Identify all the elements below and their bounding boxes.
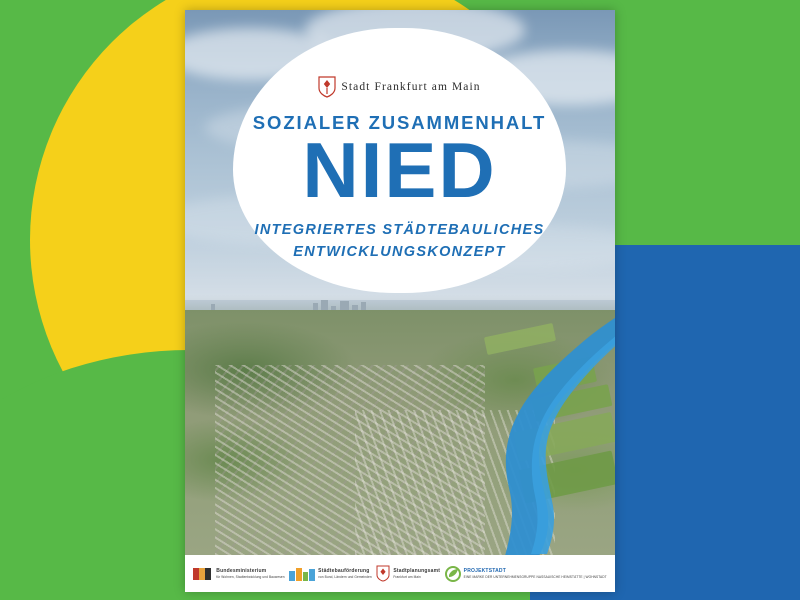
frankfurt-crest-small-icon	[376, 565, 390, 582]
logo-stadt-frankfurt-title: Stadtplanungsamt	[393, 568, 441, 575]
logo-bmwsb-sub: für Wohnen, Stadtentwicklung und Bauwesen	[216, 574, 285, 579]
logo-projektstadt-text	[464, 568, 607, 578]
logo-bmwsb	[193, 566, 284, 582]
cover-subtitle-line1: INTEGRIERTES STÄDTEBAULICHES	[254, 221, 545, 238]
partner-logo-strip	[185, 555, 615, 592]
city-houses-icon	[289, 565, 315, 582]
document-cover-page	[185, 10, 615, 592]
frankfurt-coat-of-arms-icon	[318, 76, 336, 98]
logo-staedtebaufoerderung-sub: von Bund, Ländern und Gemeinden	[318, 574, 372, 579]
title-panel	[233, 28, 566, 293]
river-main	[435, 306, 615, 555]
cover-subtitle	[233, 220, 566, 264]
cover-subtitle-line2: ENTWICKLUNGSKONZEPT	[293, 243, 506, 260]
logo-projektstadt	[445, 566, 607, 582]
page-title: NIED	[302, 126, 497, 214]
logo-stadt-frankfurt-text	[393, 568, 440, 578]
city-crest	[233, 76, 566, 98]
logo-projektstadt-sub: EINE MARKE DER UNTERNEHMENSGRUPPE NASSAUISCHE HEIMSTÄTTE | WOHNSTADT	[463, 574, 607, 579]
city-crest-label: Stadt Frankfurt am Main	[341, 81, 481, 93]
logo-staedtebaufoerderung-text	[318, 568, 372, 578]
projektstadt-leaf-icon	[445, 566, 461, 582]
logo-bmwsb-text	[216, 568, 284, 578]
ministry-eagle-icon	[193, 566, 213, 582]
logo-stadt-frankfurt	[376, 565, 440, 582]
logo-projektstadt-title: PROJEKTSTADT	[463, 568, 506, 575]
logo-staedtebaufoerderung-title: Städtebauförderung	[318, 568, 370, 575]
logo-stadt-frankfurt-sub: Frankfurt am Main	[393, 574, 421, 579]
cover-kicker: SOZIALER ZUSAMMENHALT	[252, 112, 547, 133]
logo-staedtebaufoerderung	[289, 565, 372, 582]
logo-bmwsb-title: Bundesministerium	[216, 568, 267, 575]
